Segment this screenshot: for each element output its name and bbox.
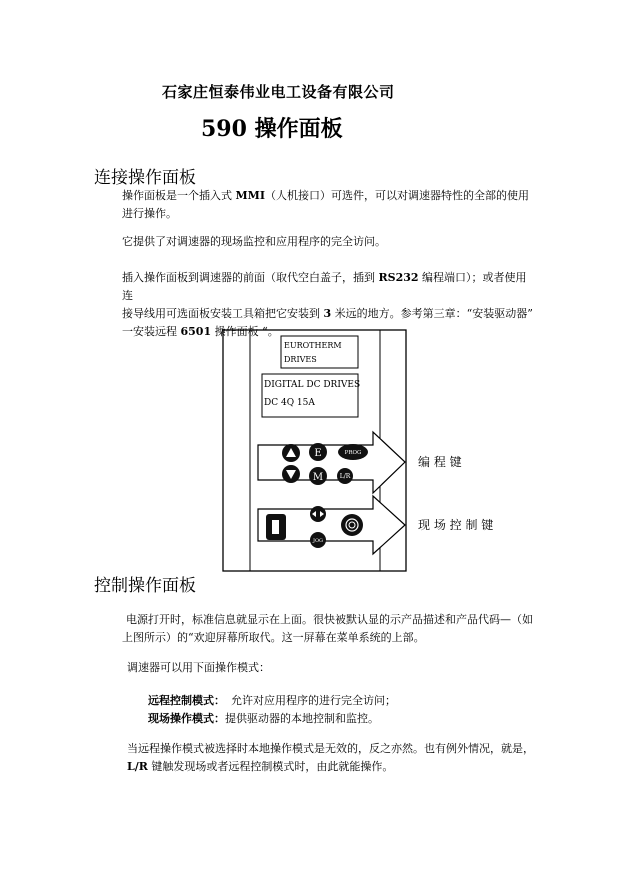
paragraph-startup: 电源打开时，标准信息就显示在上面。很快被默认显的示产品描述和产品代码—（如 上图所示）的“欢迎屏幕所取代。这一屏幕在菜单系统的上部。 (122, 613, 533, 644)
modes-list (148, 692, 528, 728)
jog-button-label: JOG (312, 538, 324, 544)
programming-keys-arrow (258, 432, 405, 493)
brand-line1: EUROTHERM (284, 341, 342, 350)
paragraph-install: 插入操作面板到调速器的前面（取代空白盖子，插到 RS232 编程端口）；或者使用连 接导线用可选面板安装工具箱把它安装到 3 米远的地方。参考第三章：“安装驱动器” 一安装远程 6501 操作面板 “。 (122, 271, 533, 338)
paragraph-intro: 操作面板是一个插入式 MMI（人机接口）可选件，可以对调速器特性的全部的使用 进行操作。 (122, 189, 529, 220)
mode-remote: 远程控制模式： 允许对应用程序的进行完全访问； (148, 694, 396, 707)
m-button-label: M (312, 472, 324, 483)
local-control-keys-label: 现 场 控 制 键 (418, 518, 494, 532)
mode-local: 现场操作模式：提供驱动器的本地控制和监控。 (148, 712, 379, 725)
lr-button-label: L/R (339, 473, 351, 480)
e-button-label: E (314, 448, 322, 459)
brand-line2: DRIVES (284, 355, 317, 364)
section-heading-control: 控制操作面板 (94, 576, 196, 596)
paragraph-monitoring: 它提供了对调速器的现场监控和应用程序的完全访问。 (122, 235, 386, 248)
document-title: 590 操作面板 (201, 116, 343, 142)
stop-icon (272, 520, 279, 534)
display-line2: DC 4Q 15A (264, 398, 315, 408)
paragraph-modes-intro: 调速器可以用下面操作模式： (127, 661, 270, 674)
programming-keys-label: 编 程 键 (418, 455, 462, 469)
prog-button-label: PROG (344, 450, 362, 456)
paragraph-mode-exclusive: 当远程操作模式被选择时本地操作模式是无效的，反之亦然。也有例外情况，就是， L/R 键触发现场或者远程控制模式时，由此就能操作。 (127, 742, 534, 773)
display-line1: DIGITAL DC DRIVES (264, 380, 361, 390)
section-heading-connect: 连接操作面板 (94, 168, 196, 188)
run-button[interactable] (341, 514, 363, 536)
company-name: 石家庄恒泰伟业电工设备有限公司 (162, 83, 395, 101)
